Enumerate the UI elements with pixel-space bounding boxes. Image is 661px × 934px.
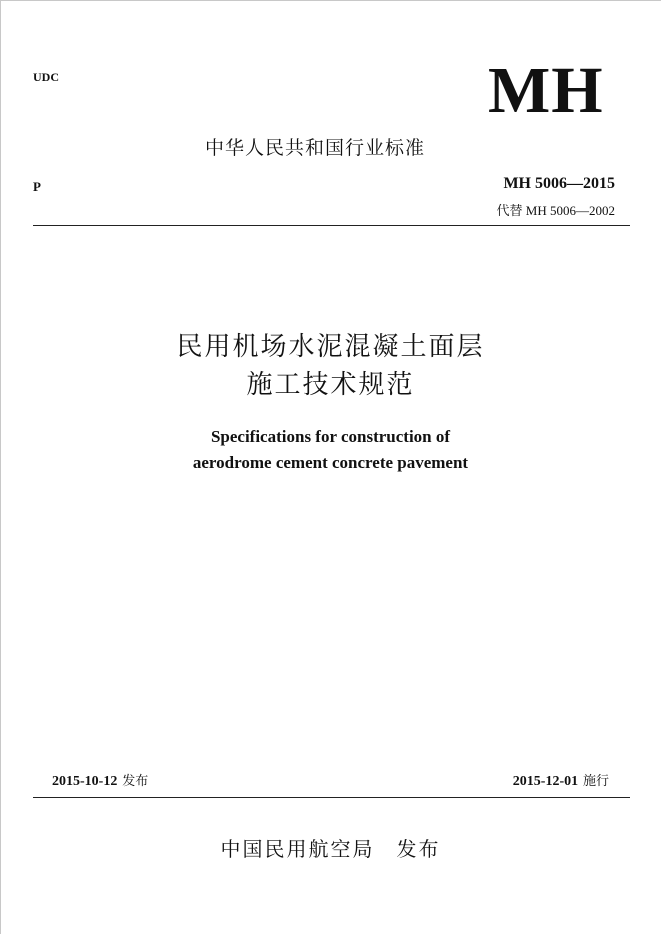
issue-date-line — [52, 770, 148, 790]
top-divider — [33, 225, 630, 226]
implementation-label: 施行 — [582, 774, 609, 789]
publisher-name: 中国民用航空局 — [220, 837, 375, 861]
title-chinese-line-1: 民用机场水泥混凝土面层 — [176, 332, 485, 362]
classification-code: P — [33, 179, 41, 194]
implementation-date: 2015-12-01 — [512, 774, 579, 789]
publisher-action: 发布 — [396, 837, 441, 861]
standard-category: 中华人民共和国行业标准 — [205, 137, 426, 159]
standard-code-letters: MH — [488, 54, 604, 127]
replaces-standard: 代替 MH 5006—2002 — [496, 203, 615, 218]
standard-number: MH 5006—2015 — [503, 175, 615, 192]
issue-date: 2015-10-12 — [52, 774, 118, 789]
udc-label: UDC — [33, 70, 59, 84]
title-english-line-2: aerodrome cement concrete pavement — [192, 453, 469, 472]
publisher-line — [0, 833, 661, 862]
bottom-divider — [33, 797, 630, 798]
title-chinese-line-2: 施工技术规范 — [246, 370, 415, 400]
issue-label: 发布 — [122, 774, 149, 789]
implementation-date-line — [513, 770, 609, 790]
title-english-line-1: Specifications for construction of — [210, 427, 451, 446]
